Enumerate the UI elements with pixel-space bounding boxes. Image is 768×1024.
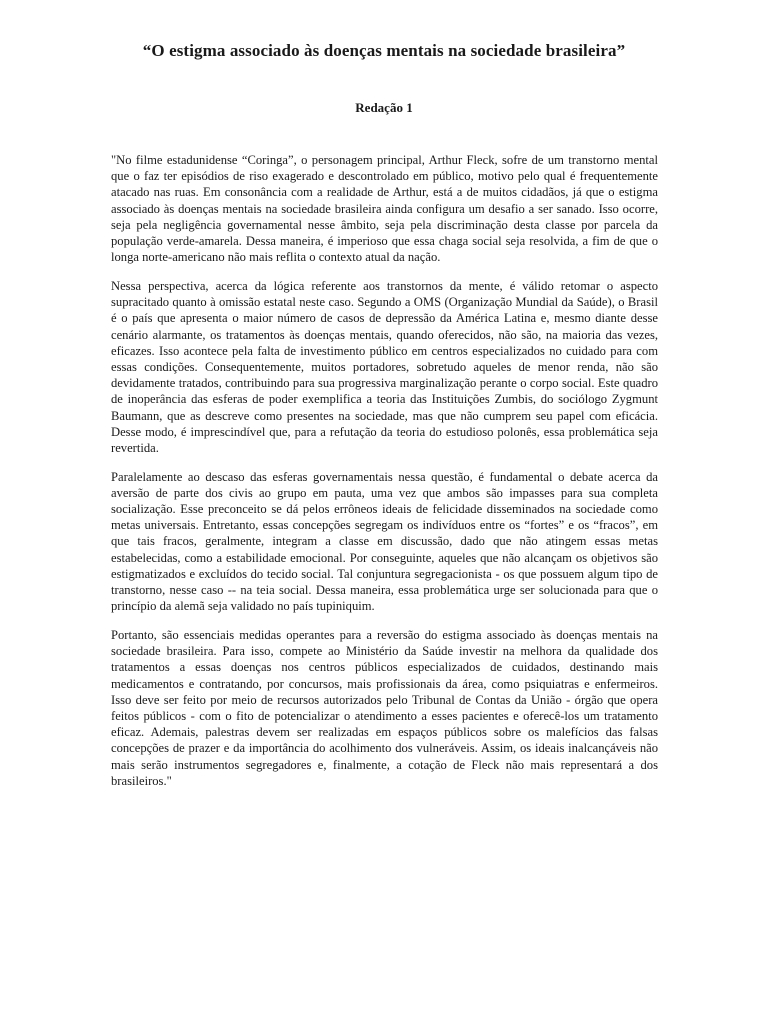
paragraph-development-1: Nessa perspectiva, acerca da lógica referente aos transtornos da mente, é válido retomar o aspecto supracitado quanto à omissão estatal neste caso. Segundo a OMS (Organização Mundial da Saúde), o Brasil é o país que apresenta o maior número de casos de depressão da América Latina e, mesmo diante desse cenário alarmante, os tratamentos às doenças mentais, quando oferecidos, não são, na maioria das vezes, eficazes. Isso acontece pela falta de investimento público em centros especializados no cuidado para com essas condições. Consequentemente, muitos portadores, sobretudo aqueles de menor renda, não são devidamente tratados, contribuindo para sua progressiva marginalização perante o corpo social. Este quadro de inoperância das esferas de poder exemplifica a teoria das Instituições Zumbis, do sociólogo Zygmunt Baumann, que as descreve como presentes na sociedade, mas que não cumprem seu papel com eficácia. Desse modo, é imprescindível que, para a refutação da teoria do estudioso polonês, essa problemática seja revertida. bbox=[111, 278, 658, 455]
paragraph-development-2: Paralelamente ao descaso das esferas governamentais nessa questão, é fundamental o debate acerca da aversão de parte dos civis ao grupo em pauta, uma vez que ambos são impasses para sua completa socialização. Esse preconceito se dá pelos errôneos ideais de felicidade disseminados na sociedade como metas universais. Entretanto, essas concepções segregam os indivíduos entre os “fortes” e os “fracos”, em que tais fracos, geralmente, integram a classe em discussão, dado que não atingem essas metas estabelecidas, como a estabilidade emocional. Por conseguinte, aqueles que não alcançam os objetivos são estigmatizados e excluídos do tecido social. Tal conjuntura segregacionista - os que possuem algum tipo de transtorno, nesse caso -- na teia social. Dessa maneira, essa problemática urge ser solucionada para que o princípio da alemã seja validado no país tupiniquim. bbox=[111, 469, 658, 614]
paragraph-conclusion: Portanto, são essenciais medidas operantes para a reversão do estigma associado às doenças mentais na sociedade brasileira. Para isso, compete ao Ministério da Saúde investir na melhora da qualidade dos tratamentos a essas doenças nos centros públicos especializados de cuidados, destinando mais medicamentos e contratando, por concursos, mais profissionais da área, como psiquiatras e enfermeiros. Isso deve ser feito por meio de recursos autorizados pelo Tribunal de Contas da União - órgão que opera feitos públicos - com o fito de potencializar o atendimento a esses pacientes e oferecê-los um tratamento eficaz. Ademais, palestras devem ser realizadas em espaços públicos sobre os malefícios das falsas concepções de prazer e da importância do acolhimento dos vulneráveis. Assim, os ideais inalcançáveis não mais serão instrumentos segregadores e, finalmente, a cotação de Fleck não mais representará a dos brasileiros." bbox=[111, 627, 658, 788]
document-subtitle: Redação 1 bbox=[355, 100, 413, 115]
paragraph-introduction: "No filme estadunidense “Coringa”, o personagem principal, Arthur Fleck, sofre de um transtorno mental que o faz ter episódios de riso exagerado e descontrolado em público, motivo pelo qual é frequentemente atacado nas ruas. Em consonância com a realidade de Arthur, está a de muitos cidadãos, já que o estigma associado às doenças mentais na sociedade brasileira ainda configura um desafio a ser sanado. Isso ocorre, seja pela negligência governamental nesse âmbito, seja pela discriminação desta classe por parcela da população verde-amarela. Dessa maneira, é imperioso que essa chaga social seja resolvida, a fim de que o longa norte-americano não mais reflita o contexto atual da nação. bbox=[111, 153, 658, 265]
document-title: “O estigma associado às doenças mentais na sociedade brasileira” bbox=[142, 41, 626, 60]
essay-body bbox=[111, 152, 658, 802]
